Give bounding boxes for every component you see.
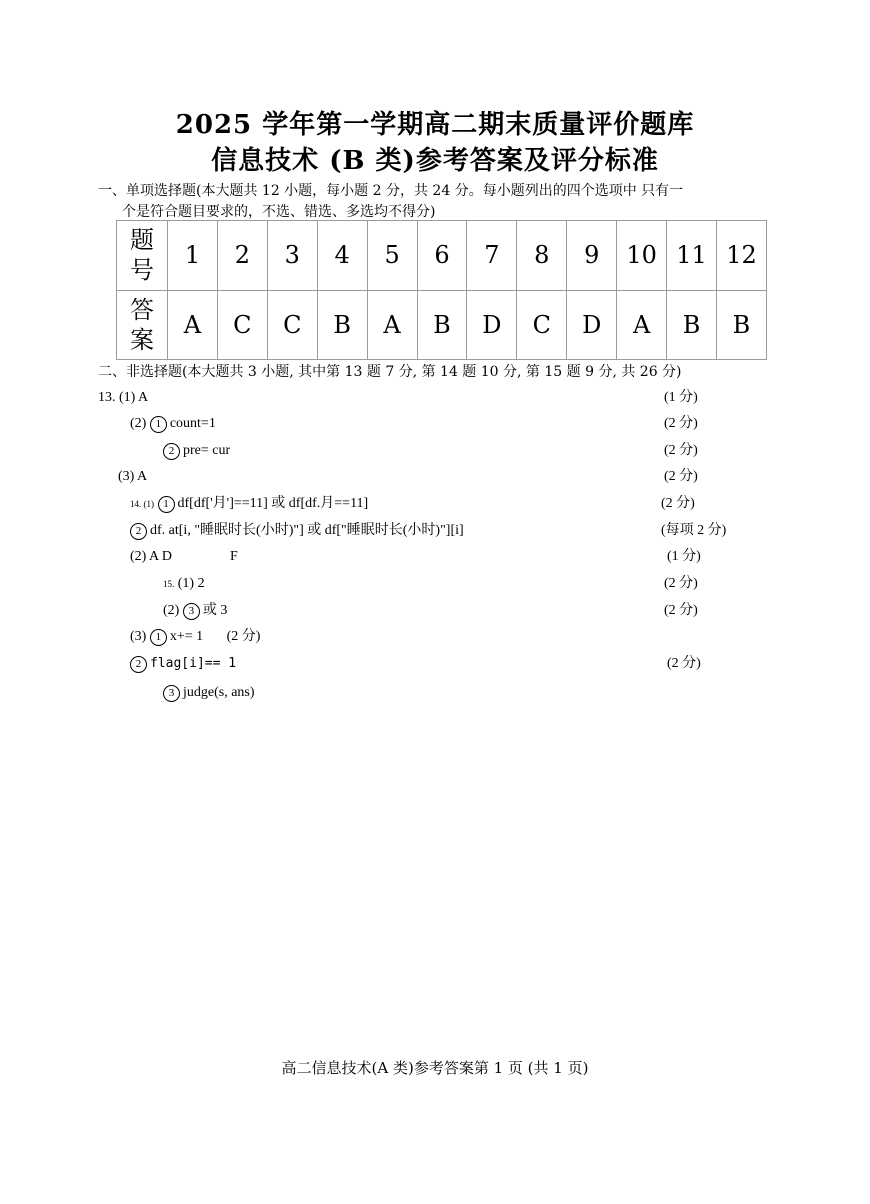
circled-number: 1 (150, 629, 167, 646)
question-number: 10 (617, 221, 667, 291)
circled-number: 3 (183, 603, 200, 620)
page-title-line1: 2025 学年第一学期高二期末质量评价题库 (175, 110, 695, 140)
score-15-3-2: (2 分) (667, 656, 701, 671)
answer-14-1-2: 2 df. at[i, "睡眠时长(小时)"] 或 df["睡眠时长(小时)"][i] (130, 521, 464, 541)
score-15-3-1: (2 分) (226, 629, 261, 644)
question-number: 7 (467, 221, 517, 291)
answer-cell: A (168, 290, 218, 360)
answer-14-1-1: 14. (1) 1 df[df['月']==11] 或 df[df.月==11] (130, 496, 369, 511)
answer-cell: D (567, 290, 617, 360)
score-15-1: (2 分) (664, 576, 698, 591)
score-13-3: (2 分) (664, 469, 698, 484)
circled-number: 2 (130, 523, 147, 540)
section2-heading: 二、非选择题(本大题共 3 小题, 其中第 13 题 7 分, 第 14 题 10 分, 第 15 题 9 分, 共 26 分) (98, 364, 682, 380)
score-14-1-1: (2 分) (661, 496, 695, 511)
question-number: 4 (317, 221, 367, 291)
answer-13-2-2: 2 pre= cur (163, 441, 230, 461)
circled-number: 1 (150, 416, 167, 433)
answer-cell: C (217, 290, 267, 360)
question-number: 6 (417, 221, 467, 291)
answer-row (117, 290, 767, 360)
question-number: 2 (217, 221, 267, 291)
answer-15-3-3: 3 judge(s, ans) (163, 683, 255, 703)
circled-number: 2 (163, 443, 180, 460)
answer-cell: B (417, 290, 467, 360)
score-15-2: (2 分) (664, 603, 698, 618)
section1-heading (98, 181, 778, 223)
question-number-row (117, 221, 767, 291)
answer-row-label: 答 案 (117, 290, 168, 360)
section1-heading-line1: 一、单项选择题(本大题共 12 小题，每小题 2 分，共 24 分。每小题列出的四个选项中 只有一 (98, 183, 684, 199)
answer-15-1: 15. (1) 2 (163, 576, 205, 591)
question-number: 3 (267, 221, 317, 291)
question-number: 1 (168, 221, 218, 291)
page-footer: 高二信息技术(A 类)参考答案第 1 页 (共 1 页) (281, 1059, 589, 1077)
section1-heading-line2: 个是符合题目要求的，不选、错选、多选均不得分) (122, 204, 436, 220)
circled-number: 3 (163, 685, 180, 702)
page-title-line2: 信息技术 (B 类)参考答案及评分标准 (211, 146, 659, 176)
score-14-1-2: (每项 2 分) (661, 523, 727, 538)
answer-cell: B (317, 290, 367, 360)
answer-15-2: (2) 3 或 3 (163, 603, 228, 618)
question-number: 11 (667, 221, 717, 291)
answer-13-3: (3) A (118, 469, 148, 484)
answer-cell: C (267, 290, 317, 360)
answer-14-2: (2) A D F (130, 549, 238, 564)
answer-cell: B (716, 290, 766, 360)
question-number: 8 (517, 221, 567, 291)
score-13-1: (1 分) (664, 390, 698, 405)
answer-cell: A (617, 290, 667, 360)
circled-number: 2 (130, 656, 147, 673)
answer-15-3-1: (3) 1 x+= 1 (2 分) (130, 629, 261, 644)
answer-13-2-1: (2) 1 count=1 (130, 416, 216, 431)
answer-cell: C (517, 290, 567, 360)
answer-cell: B (667, 290, 717, 360)
answer-13-1: 13. (1) A (98, 390, 149, 405)
answer-cell: A (367, 290, 417, 360)
answer-cell: D (467, 290, 517, 360)
answer-table (116, 220, 767, 360)
question-number: 12 (716, 221, 766, 291)
circled-number: 1 (158, 496, 175, 513)
score-13-2-1: (2 分) (664, 416, 698, 431)
question-number: 9 (567, 221, 617, 291)
score-13-2-2: (2 分) (664, 443, 698, 458)
score-14-2: (1 分) (667, 549, 701, 564)
answer-15-3-2: 2 flag[i]== 1 (130, 654, 236, 674)
question-number: 5 (367, 221, 417, 291)
question-row-label: 题 号 (117, 221, 168, 291)
